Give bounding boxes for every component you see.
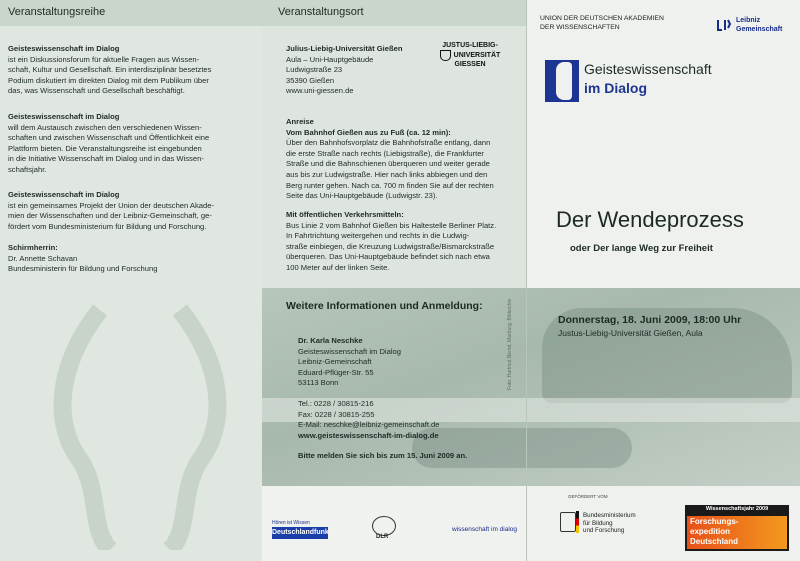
ministry-line: für Bildung <box>583 519 613 527</box>
photo-credit: Foto: Hartmut Bernd, Marburg, Bildarchiv <box>507 298 513 390</box>
wid-logo: wissenschaft im dialog <box>452 526 518 533</box>
dlr-emblem-icon <box>372 516 396 536</box>
patron-block <box>8 243 258 275</box>
event-subtitle: oder Der lange Weg zur Freiheit <box>570 243 713 254</box>
leibniz-line: Leibniz <box>736 17 761 24</box>
contact-name: Dr. Karla Neschke <box>298 336 363 345</box>
para2-title: Geisteswissenschaft im Dialog <box>8 112 120 121</box>
walk-line: Berg runter gehen. Nach ca. 700 m finden Sie auf der rechten <box>286 180 494 190</box>
union-logo-text <box>540 14 664 32</box>
para2-line: schaften und zwischen Wissenschaft und Öffentlichkeit eine <box>8 133 210 143</box>
brand-line1: Geisteswissenschaft <box>584 61 712 77</box>
contact-line: Geisteswissenschaft im Dialog <box>298 346 401 356</box>
contact-email[interactable]: E-Mail: neschke@leibniz-gemeinschaft.de <box>298 420 440 430</box>
venue-block <box>286 44 436 97</box>
walk-line: Seite das Uni-Hauptgebäude (Ludwigstr. 23). <box>286 191 438 201</box>
walk-line: aus bis zur Ludwigstraße. Hier nach links abbiegen und den <box>286 169 488 179</box>
info-heading: Weitere Informationen und Anmeldung: <box>286 300 483 312</box>
contact-line: Leibniz-Gemeinschaft <box>298 357 372 367</box>
union-line: UNION DER DEUTSCHEN AKADEMIEN <box>540 15 664 22</box>
contact-line: 53113 Bonn <box>298 378 339 388</box>
para2-line: schaftsjahr. <box>8 164 47 174</box>
brand-line2: im Dialog <box>584 80 648 96</box>
para2-line: will dem Austausch zwischen den verschiedenen Wissen- <box>8 122 202 132</box>
venue-line: Ludwigstraße 23 <box>286 65 343 75</box>
sponsor-logo-strip <box>262 486 526 561</box>
ministry-line: und Forschung <box>583 527 625 534</box>
uni-logo-line: JUSTUS-LIEBIG- <box>442 42 498 49</box>
dlf-tagline: Hören ist Wissen <box>272 520 310 526</box>
left-panel <box>0 0 262 561</box>
contact-website-link[interactable]: www.geisteswissenschaft-im-dialog.de <box>298 430 439 440</box>
face-silhouette-graphic <box>40 300 240 550</box>
transit-line: 100 Meter auf der linken Seite. <box>286 262 390 272</box>
contact-box <box>286 300 506 482</box>
deutschlandfunk-logo: Deutschlandfunk <box>272 527 328 539</box>
event-date: Donnerstag, 18. Juni 2009, 18:00 Uhr <box>558 314 742 326</box>
event-place: Justus-Liebig-Universität Gießen, Aula <box>558 328 703 338</box>
para1-line: Podium diskutiert im direkten Dialog mit dem Publikum über <box>8 75 209 85</box>
leibniz-mark-icon <box>716 17 732 33</box>
directions-title: Anreise <box>286 117 314 126</box>
fe-line: Forschungs- <box>690 517 739 526</box>
walk-line: Über den Bahnhofsvorplatz die Bahnhofstraße entlang, dann <box>286 138 491 148</box>
contact-block <box>298 336 508 462</box>
venue-line: Aula – Uni-Hauptgebäude <box>286 54 374 64</box>
walk-line: Straße und die Bahnschienen überqueren und weiter gerade <box>286 159 490 169</box>
fold-line <box>526 0 527 561</box>
para1-line: schaft, Kultur und Gesellschaft. Ein interdisziplinär besetztes <box>8 65 212 75</box>
ministry-line: Bundesministerium <box>583 512 636 519</box>
fe-body <box>687 516 787 549</box>
fe-header: Wissenschaftsjahr 2009 <box>685 505 789 514</box>
dlr-logo: DLR <box>376 534 389 540</box>
patron-label: Schirmherrin: <box>8 243 58 252</box>
left-heading: Veranstaltungsreihe <box>8 6 106 18</box>
fe-line: Deutschland <box>690 537 739 546</box>
venue-name: Julius-Liebig-Universität Gießen <box>286 44 403 53</box>
para3-title: Geisteswissenschaft im Dialog <box>8 190 120 199</box>
transit-line: straße einbiegen, die Kreuzung Ludwigstraße/Bismarckstraße <box>286 241 495 251</box>
funded-by-label: GEFÖRDERT VOM <box>568 494 608 499</box>
fe-line: expedition <box>690 527 731 536</box>
para1 <box>8 44 258 97</box>
middle-heading: Veranstaltungsort <box>278 6 364 18</box>
contact-tel: Tel.: 0228 / 30815-216 <box>298 398 374 408</box>
german-flag-icon <box>576 511 579 533</box>
leibniz-logo-text <box>736 16 782 34</box>
contact-line: Eduard-Pflüger-Str. 55 <box>298 367 374 377</box>
patron-role: Bundesministerin für Bildung und Forschung <box>8 264 158 274</box>
directions-block <box>286 117 522 202</box>
uni-logo-line: UNIVERSITÄT <box>453 51 501 59</box>
para2-line: Plattform bieten. Die Veranstaltungsreihe ist eingebunden <box>8 143 202 153</box>
uni-logo-line: GIESSEN <box>454 61 486 68</box>
walk-line: die erste Straße nach rechts (Liebigstraße), die Frankfurter <box>286 148 484 158</box>
venue-line: 35390 Gießen <box>286 75 335 85</box>
transit-title: Mit öffentlichen Verkehrsmitteln: <box>286 210 404 219</box>
uni-logo <box>430 42 510 69</box>
uni-logo-row <box>430 50 510 61</box>
transit-line: In Fahrtrichtung weitergehen und rechts in die Ludwig- <box>286 231 470 241</box>
para2-line: in die Initiative Wissenschaft im Dialog und in das Wissen- <box>8 154 204 164</box>
para3-line: fördert vom Bundesministerium für Bildung und Forschung. <box>8 221 207 231</box>
forschungsexpedition-logo <box>685 505 789 551</box>
patron-name: Dr. Annette Schavan <box>8 253 78 263</box>
federal-eagle-icon <box>560 512 576 532</box>
transit-block <box>286 210 522 274</box>
para3-line: ist ein gemeinsames Projekt der Union der deutschen Akade- <box>8 200 214 210</box>
walk-title: Vom Bahnhof Gießen aus zu Fuß (ca. 12 min): <box>286 127 451 137</box>
register-note: Bitte melden Sie sich bis zum 15. Juni 2009 an. <box>298 451 468 461</box>
contact-fax: Fax: 0228 / 30815-255 <box>298 409 375 419</box>
dlr-fineprint <box>398 522 426 536</box>
para3-line: mien der Wissenschaften und der Leibniz-Gemeinschaft, ge- <box>8 211 212 221</box>
para3 <box>8 190 258 232</box>
transit-line: überqueren. Das Uni-Hauptgebäude befindet sich nach etwa <box>286 252 490 262</box>
union-line: DER WISSENSCHAFTEN <box>540 24 620 31</box>
ministry-logo-text <box>583 512 636 535</box>
uni-shield-icon <box>440 50 451 61</box>
middle-heading-band <box>262 0 526 26</box>
left-heading-band <box>0 0 262 26</box>
para1-line: ist ein Diskussionsforum für aktuelle Fragen aus Wissen- <box>8 54 200 64</box>
para1-title: Geisteswissenschaft im Dialog <box>8 44 120 53</box>
transit-line: Bus Linie 2 vom Bahnhof Gießen bis Haltestelle Berliner Platz. <box>286 220 497 230</box>
venue-line: www.uni-giessen.de <box>286 86 354 96</box>
brand-face-shape <box>556 62 572 100</box>
para2 <box>8 112 258 176</box>
para1-line: das, was Wissenschaft und Gesellschaft beschäftigt. <box>8 86 185 96</box>
event-title: Der Wendeprozess <box>556 207 744 232</box>
leibniz-line: Gemeinschaft <box>736 26 783 33</box>
